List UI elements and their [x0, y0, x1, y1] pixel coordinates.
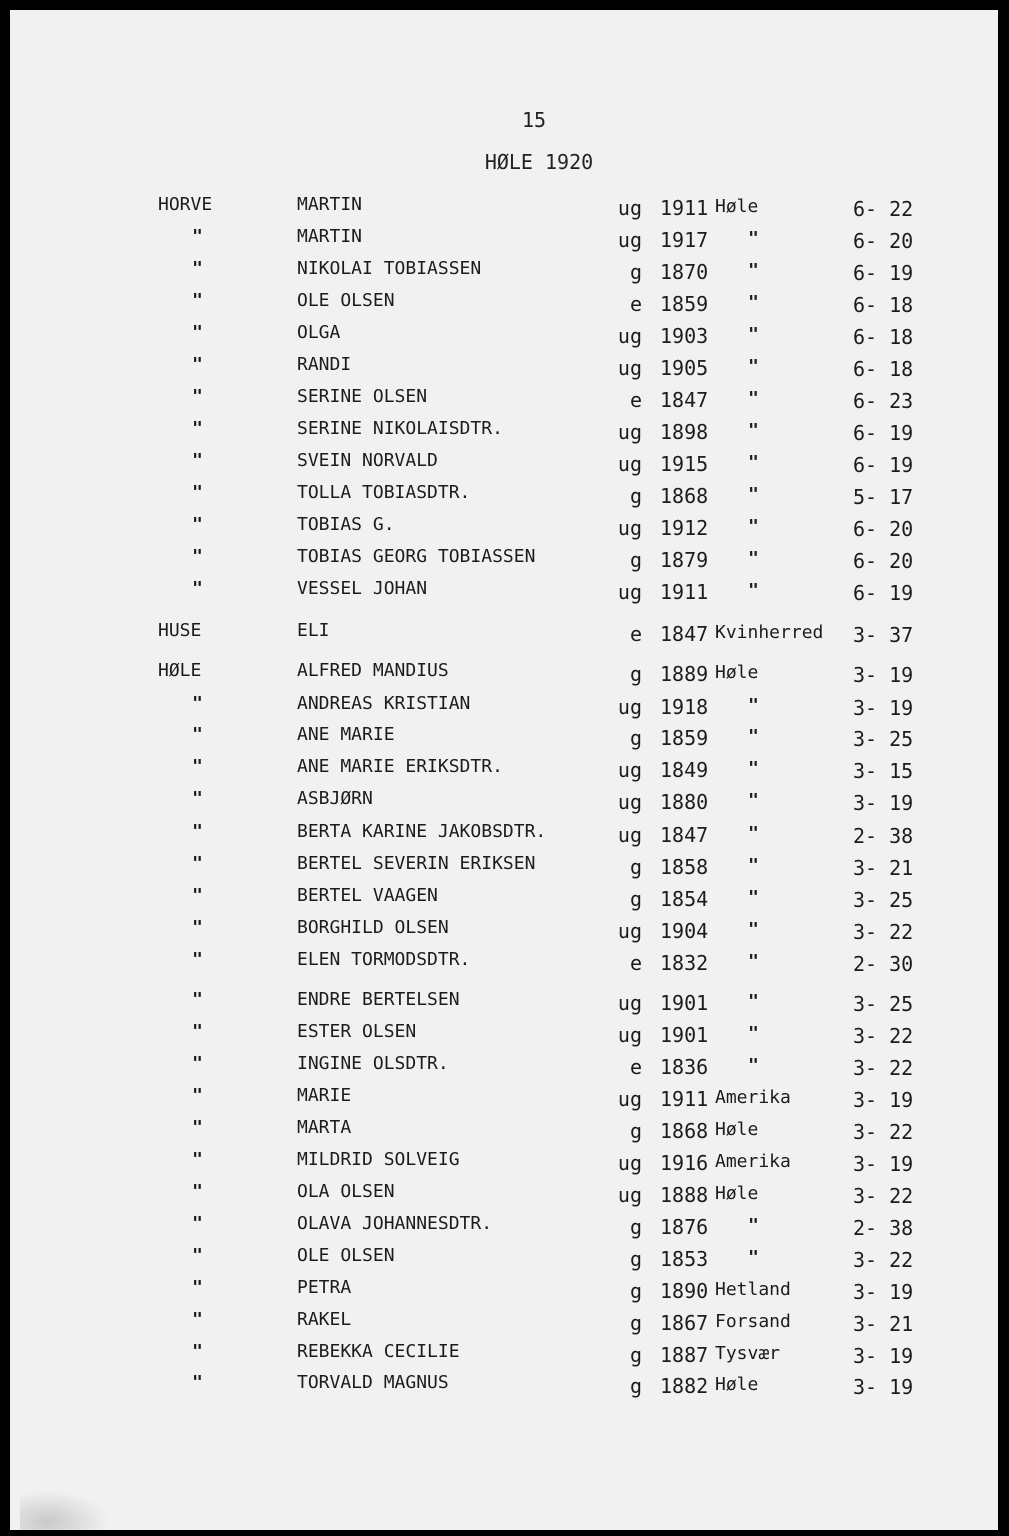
reference-cell: 2- 30 — [853, 952, 914, 976]
birthplace-cell: " — [748, 580, 759, 601]
marital-status-cell: ug — [617, 695, 642, 719]
birthplace-cell: " — [748, 758, 759, 779]
given-name-cell: MARIE — [297, 1085, 352, 1106]
surname-cell: " — [192, 949, 203, 970]
surname-cell: " — [192, 226, 203, 247]
surname-cell: " — [192, 290, 203, 311]
marital-status-cell: g — [629, 1374, 642, 1398]
marital-status-cell: e — [629, 622, 642, 646]
register-row — [10, 620, 998, 648]
register-row — [10, 290, 998, 318]
register-row — [10, 1117, 998, 1145]
given-name-cell: BERTEL SEVERIN ERIKSEN — [297, 853, 536, 874]
reference-cell: 6- 19 — [853, 421, 914, 445]
surname-cell: " — [192, 418, 203, 439]
register-row — [10, 418, 998, 446]
given-name-cell: RANDI — [297, 354, 352, 375]
marital-status-cell: ug — [617, 356, 642, 380]
surname-cell: " — [192, 450, 203, 471]
surname-cell: " — [192, 354, 203, 375]
register-row — [10, 258, 998, 286]
birthplace-cell: " — [748, 855, 759, 876]
marital-status-cell: e — [629, 388, 642, 412]
marital-status-cell: ug — [617, 991, 642, 1015]
register-row — [10, 1085, 998, 1113]
register-row — [10, 1149, 998, 1177]
marital-status-cell: g — [629, 1279, 642, 1303]
birth-year-cell: 1879 — [660, 548, 709, 572]
marital-status-cell: g — [629, 726, 642, 750]
birth-year-cell: 1859 — [660, 726, 709, 750]
birth-year-cell: 1882 — [660, 1374, 709, 1398]
register-row — [10, 917, 998, 945]
reference-cell: 2- 38 — [853, 1216, 914, 1240]
reference-cell: 6- 20 — [853, 517, 914, 541]
given-name-cell: OLA OLSEN — [297, 1181, 395, 1202]
marital-status-cell: ug — [617, 196, 642, 220]
reference-cell: 3- 25 — [853, 888, 914, 912]
reference-cell: 3- 37 — [853, 623, 914, 647]
birth-year-cell: 1847 — [660, 823, 709, 847]
birthplace-cell: Amerika — [715, 1151, 791, 1172]
birthplace-cell: " — [748, 887, 759, 908]
marital-status-cell: ug — [617, 790, 642, 814]
register-list — [10, 10, 998, 1530]
birthplace-cell: " — [748, 790, 759, 811]
surname-cell: " — [192, 1149, 203, 1170]
marital-status-cell: ug — [617, 1087, 642, 1111]
marital-status-cell: ug — [617, 1023, 642, 1047]
given-name-cell: BERTA KARINE JAKOBSDTR. — [297, 821, 547, 842]
given-name-cell: SERINE OLSEN — [297, 386, 428, 407]
marital-status-cell: ug — [617, 580, 642, 604]
surname-cell: " — [192, 724, 203, 745]
surname-cell: " — [192, 1341, 203, 1362]
reference-cell: 6- 19 — [853, 261, 914, 285]
marital-status-cell: ug — [617, 516, 642, 540]
register-row — [10, 194, 998, 222]
reference-cell: 6- 18 — [853, 325, 914, 349]
surname-cell: " — [192, 1117, 203, 1138]
given-name-cell: TORVALD MAGNUS — [297, 1372, 449, 1393]
marital-status-cell: ug — [617, 452, 642, 476]
marital-status-cell: g — [629, 1247, 642, 1271]
page-heading: HØLE 1920 — [484, 150, 594, 174]
marital-status-cell: g — [629, 548, 642, 572]
birthplace-cell: " — [748, 823, 759, 844]
birthplace-cell: " — [748, 356, 759, 377]
surname-cell: " — [192, 788, 203, 809]
paper-smudge — [20, 1490, 110, 1530]
marital-status-cell: g — [629, 484, 642, 508]
marital-status-cell: g — [629, 855, 642, 879]
marital-status-cell: ug — [617, 1151, 642, 1175]
register-row — [10, 450, 998, 478]
birth-year-cell: 1868 — [660, 1119, 709, 1143]
reference-cell: 3- 19 — [853, 696, 914, 720]
surname-cell: " — [192, 1245, 203, 1266]
surname-cell: " — [192, 482, 203, 503]
register-row — [10, 756, 998, 784]
birth-year-cell: 1898 — [660, 420, 709, 444]
surname-cell: HØLE — [158, 660, 202, 681]
surname-cell: " — [192, 821, 203, 842]
birthplace-cell: " — [748, 1023, 759, 1044]
birthplace-cell: Høle — [715, 662, 759, 683]
given-name-cell: ESTER OLSEN — [297, 1021, 417, 1042]
register-row — [10, 724, 998, 752]
given-name-cell: RAKEL — [297, 1309, 352, 1330]
birthplace-cell: Høle — [715, 196, 759, 217]
birth-year-cell: 1916 — [660, 1151, 709, 1175]
birthplace-cell: " — [748, 484, 759, 505]
reference-cell: 3- 19 — [853, 1152, 914, 1176]
given-name-cell: OLE OLSEN — [297, 290, 395, 311]
surname-cell: " — [192, 546, 203, 567]
surname-cell: " — [192, 322, 203, 343]
surname-cell: HUSE — [158, 620, 202, 641]
marital-status-cell: ug — [617, 228, 642, 252]
birthplace-cell: Forsand — [715, 1311, 791, 1332]
birth-year-cell: 1854 — [660, 887, 709, 911]
marital-status-cell: ug — [617, 823, 642, 847]
surname-cell: " — [192, 1181, 203, 1202]
birth-year-cell: 1849 — [660, 758, 709, 782]
register-row — [10, 386, 998, 414]
birth-year-cell: 1917 — [660, 228, 709, 252]
reference-cell: 6- 20 — [853, 549, 914, 573]
marital-status-cell: ug — [617, 758, 642, 782]
reference-cell: 3- 22 — [853, 1184, 914, 1208]
birth-year-cell: 1901 — [660, 1023, 709, 1047]
marital-status-cell: g — [629, 1311, 642, 1335]
reference-cell: 3- 19 — [853, 1344, 914, 1368]
birth-year-cell: 1911 — [660, 1087, 709, 1111]
surname-cell: " — [192, 989, 203, 1010]
marital-status-cell: ug — [617, 324, 642, 348]
given-name-cell: OLE OLSEN — [297, 1245, 395, 1266]
birthplace-cell: " — [748, 324, 759, 345]
surname-cell: " — [192, 386, 203, 407]
surname-cell: " — [192, 917, 203, 938]
marital-status-cell: g — [629, 1119, 642, 1143]
birth-year-cell: 1836 — [660, 1055, 709, 1079]
surname-cell: " — [192, 1053, 203, 1074]
reference-cell: 5- 17 — [853, 485, 914, 509]
surname-cell: " — [192, 514, 203, 535]
surname-cell: " — [192, 1309, 203, 1330]
marital-status-cell: ug — [617, 1183, 642, 1207]
birth-year-cell: 1911 — [660, 580, 709, 604]
given-name-cell: ANE MARIE ERIKSDTR. — [297, 756, 503, 777]
given-name-cell: MILDRID SOLVEIG — [297, 1149, 460, 1170]
birthplace-cell: " — [748, 1215, 759, 1236]
birthplace-cell: Høle — [715, 1374, 759, 1395]
register-row — [10, 578, 998, 606]
register-row — [10, 1021, 998, 1049]
surname-cell: " — [192, 1277, 203, 1298]
surname-cell: " — [192, 853, 203, 874]
register-row — [10, 989, 998, 1017]
birth-year-cell: 1903 — [660, 324, 709, 348]
given-name-cell: MARTIN — [297, 226, 363, 247]
reference-cell: 6- 22 — [853, 197, 914, 221]
surname-cell: " — [192, 1213, 203, 1234]
surname-cell: " — [192, 885, 203, 906]
birthplace-cell: Hetland — [715, 1279, 791, 1300]
birthplace-cell: " — [748, 919, 759, 940]
birth-year-cell: 1905 — [660, 356, 709, 380]
register-row — [10, 788, 998, 816]
register-row — [10, 514, 998, 542]
reference-cell: 3- 21 — [853, 856, 914, 880]
birth-year-cell: 1889 — [660, 662, 709, 686]
birthplace-cell: Høle — [715, 1183, 759, 1204]
given-name-cell: BERTEL VAAGEN — [297, 885, 438, 906]
given-name-cell: ENDRE BERTELSEN — [297, 989, 460, 1010]
reference-cell: 3- 21 — [853, 1312, 914, 1336]
surname-cell: " — [192, 1085, 203, 1106]
given-name-cell: BORGHILD OLSEN — [297, 917, 449, 938]
birth-year-cell: 1876 — [660, 1215, 709, 1239]
register-row — [10, 853, 998, 881]
marital-status-cell: e — [629, 292, 642, 316]
register-row — [10, 660, 998, 688]
birth-year-cell: 1911 — [660, 196, 709, 220]
register-row — [10, 226, 998, 254]
reference-cell: 3- 22 — [853, 1248, 914, 1272]
given-name-cell: MARTIN — [297, 194, 363, 215]
birthplace-cell: " — [748, 1247, 759, 1268]
birthplace-cell: " — [748, 292, 759, 313]
register-row — [10, 885, 998, 913]
reference-cell: 3- 19 — [853, 663, 914, 687]
given-name-cell: SERINE NIKOLAISDTR. — [297, 418, 503, 439]
surname-cell: " — [192, 258, 203, 279]
given-name-cell: ELEN TORMODSDTR. — [297, 949, 471, 970]
birthplace-cell: Høle — [715, 1119, 759, 1140]
given-name-cell: REBEKKA CECILIE — [297, 1341, 460, 1362]
birth-year-cell: 1870 — [660, 260, 709, 284]
given-name-cell: OLAVA JOHANNESDTR. — [297, 1213, 493, 1234]
surname-cell: " — [192, 693, 203, 714]
reference-cell: 3- 22 — [853, 1120, 914, 1144]
register-row — [10, 1245, 998, 1273]
register-row — [10, 322, 998, 350]
surname-cell: " — [192, 578, 203, 599]
reference-cell: 6- 23 — [853, 389, 914, 413]
surname-cell: HORVE — [158, 194, 213, 215]
reference-cell: 3- 22 — [853, 920, 914, 944]
reference-cell: 3- 25 — [853, 992, 914, 1016]
given-name-cell: ANDREAS KRISTIAN — [297, 693, 471, 714]
reference-cell: 3- 22 — [853, 1024, 914, 1048]
register-row — [10, 546, 998, 574]
document-page — [10, 10, 998, 1530]
marital-status-cell: ug — [617, 919, 642, 943]
reference-cell: 6- 19 — [853, 453, 914, 477]
register-row — [10, 354, 998, 382]
register-row — [10, 949, 998, 977]
register-row — [10, 1277, 998, 1305]
birthplace-cell: Tysvær — [715, 1343, 781, 1364]
register-row — [10, 1053, 998, 1081]
reference-cell: 3- 19 — [853, 1088, 914, 1112]
birth-year-cell: 1847 — [660, 622, 709, 646]
birthplace-cell: " — [748, 452, 759, 473]
birth-year-cell: 1912 — [660, 516, 709, 540]
reference-cell: 3- 25 — [853, 727, 914, 751]
birth-year-cell: 1890 — [660, 1279, 709, 1303]
reference-cell: 3- 15 — [853, 759, 914, 783]
given-name-cell: INGINE OLSDTR. — [297, 1053, 449, 1074]
given-name-cell: NIKOLAI TOBIASSEN — [297, 258, 482, 279]
register-row — [10, 1181, 998, 1209]
given-name-cell: ANE MARIE — [297, 724, 395, 745]
reference-cell: 3- 19 — [853, 1375, 914, 1399]
given-name-cell: TOBIAS G. — [297, 514, 395, 535]
given-name-cell: ELI — [297, 620, 330, 641]
birth-year-cell: 1867 — [660, 1311, 709, 1335]
reference-cell: 3- 19 — [853, 1280, 914, 1304]
given-name-cell: ALFRED MANDIUS — [297, 660, 449, 681]
given-name-cell: PETRA — [297, 1277, 352, 1298]
birth-year-cell: 1859 — [660, 292, 709, 316]
birth-year-cell: 1868 — [660, 484, 709, 508]
marital-status-cell: g — [629, 887, 642, 911]
given-name-cell: TOBIAS GEORG TOBIASSEN — [297, 546, 536, 567]
birthplace-cell: " — [748, 548, 759, 569]
birthplace-cell: " — [748, 951, 759, 972]
given-name-cell: TOLLA TOBIASDTR. — [297, 482, 471, 503]
marital-status-cell: e — [629, 1055, 642, 1079]
birth-year-cell: 1901 — [660, 991, 709, 1015]
register-row — [10, 693, 998, 721]
birthplace-cell: " — [748, 991, 759, 1012]
birthplace-cell: " — [748, 726, 759, 747]
birth-year-cell: 1847 — [660, 388, 709, 412]
marital-status-cell: g — [629, 1215, 642, 1239]
reference-cell: 6- 18 — [853, 293, 914, 317]
marital-status-cell: g — [629, 260, 642, 284]
birth-year-cell: 1858 — [660, 855, 709, 879]
birth-year-cell: 1832 — [660, 951, 709, 975]
reference-cell: 6- 20 — [853, 229, 914, 253]
birthplace-cell: " — [748, 516, 759, 537]
reference-cell: 2- 38 — [853, 824, 914, 848]
birthplace-cell: " — [748, 420, 759, 441]
birth-year-cell: 1853 — [660, 1247, 709, 1271]
birth-year-cell: 1888 — [660, 1183, 709, 1207]
marital-status-cell: g — [629, 662, 642, 686]
birth-year-cell: 1915 — [660, 452, 709, 476]
surname-cell: " — [192, 756, 203, 777]
register-row — [10, 1341, 998, 1369]
reference-cell: 6- 19 — [853, 581, 914, 605]
given-name-cell: ASBJØRN — [297, 788, 373, 809]
birthplace-cell: Amerika — [715, 1087, 791, 1108]
given-name-cell: SVEIN NORVALD — [297, 450, 438, 471]
birth-year-cell: 1887 — [660, 1343, 709, 1367]
page-number: 15 — [521, 108, 547, 132]
given-name-cell: VESSEL JOHAN — [297, 578, 428, 599]
reference-cell: 3- 19 — [853, 791, 914, 815]
birthplace-cell: " — [748, 695, 759, 716]
birthplace-cell: " — [748, 1055, 759, 1076]
marital-status-cell: g — [629, 1343, 642, 1367]
register-row — [10, 482, 998, 510]
birthplace-cell: " — [748, 260, 759, 281]
reference-cell: 6- 18 — [853, 357, 914, 381]
birthplace-cell: " — [748, 388, 759, 409]
surname-cell: " — [192, 1372, 203, 1393]
surname-cell: " — [192, 1021, 203, 1042]
birthplace-cell: Kvinherred — [715, 622, 824, 643]
register-row — [10, 1309, 998, 1337]
given-name-cell: OLGA — [297, 322, 341, 343]
reference-cell: 3- 22 — [853, 1056, 914, 1080]
marital-status-cell: e — [629, 951, 642, 975]
birth-year-cell: 1904 — [660, 919, 709, 943]
birthplace-cell: " — [748, 228, 759, 249]
marital-status-cell: ug — [617, 420, 642, 444]
register-row — [10, 821, 998, 849]
register-row — [10, 1213, 998, 1241]
given-name-cell: MARTA — [297, 1117, 352, 1138]
birth-year-cell: 1880 — [660, 790, 709, 814]
birth-year-cell: 1918 — [660, 695, 709, 719]
register-row — [10, 1372, 998, 1400]
